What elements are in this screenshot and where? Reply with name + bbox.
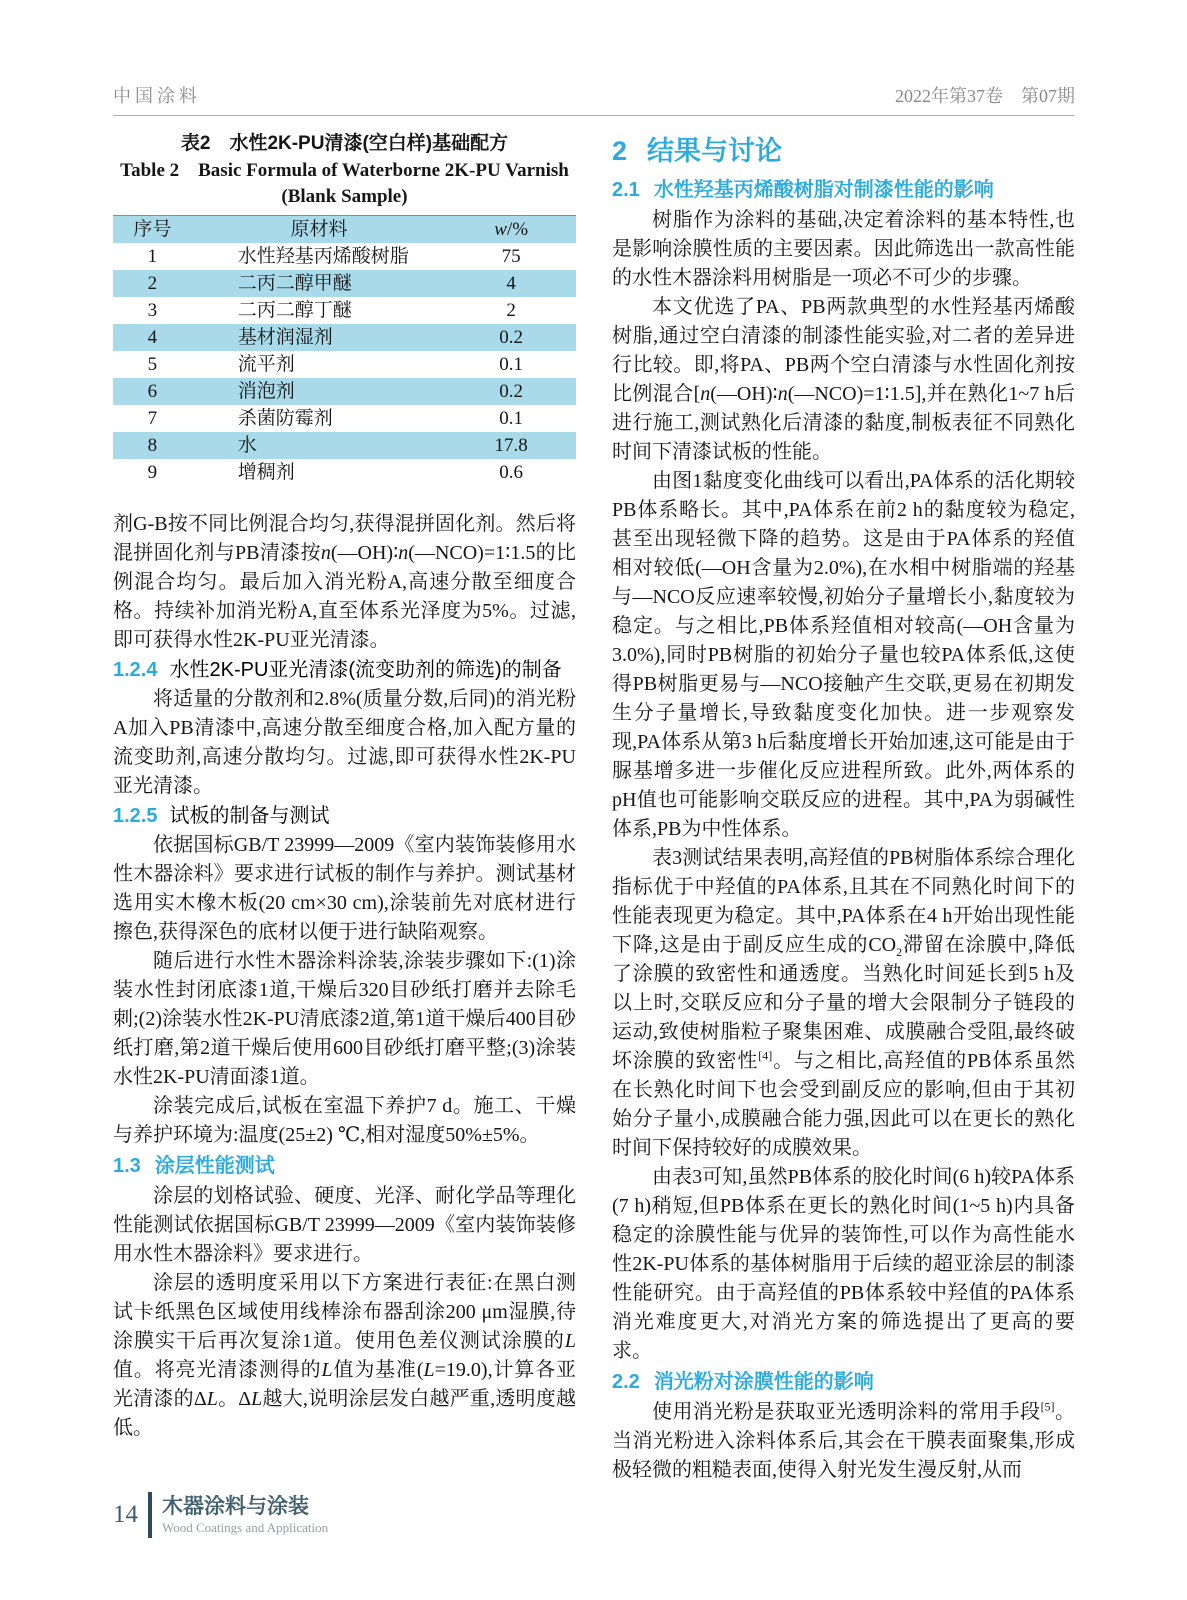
table-caption-en-2: (Blank Sample) xyxy=(281,186,408,207)
heading-text: 水性2K-PU亚光清漆(流变助剂的筛选)的制备 xyxy=(169,659,562,681)
table-row: 3 二丙二醇丁醚 2 xyxy=(147,300,516,321)
paragraph: 涂层的划格试验、硬度、光泽、耐化学品等理化性能测试依据国标GB/T 23999—2009《室内装饰装修用水性木器涂料》要求进行。 xyxy=(113,1185,576,1265)
left-column xyxy=(113,130,576,1485)
heading-number: 1.2.4 xyxy=(113,659,158,681)
table-row: 5 流平剂 0.1 xyxy=(147,354,524,375)
heading-section-2 xyxy=(612,130,1075,172)
footer-section-cn: 木器涂料与涂装 xyxy=(162,1495,309,1518)
journal-title: 中国涂料 xyxy=(113,86,201,106)
page-header xyxy=(113,0,1075,116)
heading-1-2-5 xyxy=(113,801,576,831)
heading-text: 涂层性能测试 xyxy=(154,1155,275,1177)
table-caption-cn: 表2 水性2K-PU清漆(空白样)基础配方 xyxy=(180,133,509,154)
paragraph: 依据国标GB/T 23999—2009《室内装饰装修用水性木器涂料》要求进行试板的制作与养护。测试基材选用实木橡木板(20 cm×30 cm),涂装前先对底材进行擦色,获得深色的底材以便于进行缺陷观察。 xyxy=(113,834,576,943)
table-row: 2 二丙二醇甲醚 4 xyxy=(113,270,576,297)
paragraph: 表3测试结果表明,高羟值的PB树脂体系综合理化指标优于中羟值的PA体系,且其在不同熟化时间下的性能表现更为稳定。其中,PA体系在4 h开始出现性能下降,这是由于副反应生成的$CO_2$滞留在涂膜中,降低了涂膜的致密性和通透度。当熟化时间延长到5 h及以上时,交联反应和分子量的增大会限制分子链段的运动,致使树脂粒子聚集困难、成膜融合受阻,最终破坏涂膜的致密性[4]。与之相比,高羟值的PB体系虽然在长熟化时间下也会受到副反应的影响,但由于其初始分子量小,成膜融合能力强,因此可以在更长的熟化时间下保持较好的成膜效果。 xyxy=(612,847,1075,1159)
footer-section xyxy=(162,1494,328,1536)
paragraph: 涂层的透明度采用以下方案进行表征:在黑白测试卡纸黑色区域使用线棒涂布器刮涂200 μm湿膜,待涂膜实干后再次复涂1道。使用色差仪测试涂膜的L值。将亮光清漆测得的L值为基准(L=19.0),计算各亚光清漆的ΔL。ΔL越大,说明涂层发白越严重,透明度越低。 xyxy=(113,1272,576,1439)
paragraph: 由图1黏度变化曲线可以看出,PA体系的活化期较PB体系略长。其中,PA体系在前2 h的黏度较为稳定,甚至出现轻微下降的趋势。这是由于PA体系的羟值相对较低(—OH含量为2.0%),在水相中树脂端的羟基与—NCO反应速率较慢,初始分子量增长小,黏度较为稳定。与之相比,PB体系羟值相对较高(—OH含量为3.0%),同时PB树脂的初始分子量也较PA体系低,这使得PB树脂更易与—NCO接触产生交联,更易在初期发生分子量增长,导致黏度变化加快。进一步观察发现,PA体系从第3 h后黏度增长开始加速,这可能是由于脲基增多进一步催化反应进程所致。此外,两体系的pH值也可能影响交联反应的进程。其中,PA为弱碱性体系,PB为中性体系。 xyxy=(612,470,1075,840)
col-header-weight: w/% xyxy=(494,219,529,240)
heading-1-3 xyxy=(113,1150,576,1182)
formula-table xyxy=(113,215,576,486)
paragraph: 使用消光粉是获取亚光透明涂料的常用手段[5]。当消光粉进入涂料体系后,其会在干膜表面聚集,形成极轻微的粗糙表面,使得入射光发生漫反射,从而 xyxy=(612,1399,1076,1481)
heading-2-2 xyxy=(612,1366,1075,1398)
col-header-seq: 序号 xyxy=(133,219,172,240)
table-row: 4 基材润湿剂 0.2 xyxy=(113,324,576,351)
table-row: 9 增稠剂 0.6 xyxy=(147,462,524,483)
paragraph: 树脂作为涂料的基础,决定着涂料的基本特性,也是影响涂膜性质的主要因素。因此筛选出一款高性能的水性木器涂料用树脂是一项必不可少的步骤。 xyxy=(612,209,1075,289)
paragraph: 将适量的分散剂和2.8%(质量分数,后同)的消光粉A加入PB清漆中,高速分散至细度合格,加入配方量的流变助剂,高速分散均匀。过滤,即可获得水性2K-PU亚光清漆。 xyxy=(113,688,576,797)
heading-2-1 xyxy=(612,174,1075,206)
heading-number: 1.3 xyxy=(113,1155,141,1177)
heading-number: 2.1 xyxy=(612,179,640,201)
issue-info: 2022年第37卷 第07期 xyxy=(895,86,1075,106)
table-row: 8 水 17.8 xyxy=(113,432,576,459)
heading-1-2-4 xyxy=(113,655,576,685)
paragraph: 由表3可知,虽然PB体系的胶化时间(6 h)较PA体系(7 h)稍短,但PB体系在更长的熟化时间(1~5 h)内具备稳定的涂膜性能与优异的装饰性,可以作为高性能水性2K-PU体系的基体树脂用于后续的超亚涂层的制漆性能研究。由于高羟值的PB体系较中羟值的PA体系消光难度更大,对消光方案的筛选提出了更高的要求。 xyxy=(612,1166,1075,1362)
heading-number: 2 xyxy=(612,136,628,166)
table-header-row xyxy=(113,216,576,244)
right-column xyxy=(612,130,1075,1485)
heading-number: 2.2 xyxy=(612,1371,640,1393)
heading-text: 水性羟基丙烯酸树脂对制漆性能的影响 xyxy=(653,179,994,201)
heading-text: 结果与讨论 xyxy=(647,136,783,166)
paragraph-continued: 剂G-B按不同比例混合均匀,获得混拼固化剂。然后将混拼固化剂与PB清漆按n(—OH)∶n(—NCO)=1∶1.5的比例混合均匀。最后加入消光粉A,高速分散至细度合格。持续补加消光粉A,直至体系光泽度为5%。过滤,即可获得水性2K-PU亚光清漆。 xyxy=(113,513,577,651)
table-row: 6 消泡剂 0.2 xyxy=(113,378,576,405)
footer-divider xyxy=(148,1492,152,1538)
page-number: 14 xyxy=(113,1501,138,1528)
table-caption-en: Table 2 Basic Formula of Waterborne 2K-PU Varnish xyxy=(120,160,569,181)
paragraph: 随后进行水性木器涂料涂装,涂装步骤如下:(1)涂装水性封闭底漆1道,干燥后320目砂纸打磨并去除毛刺;(2)涂装水性2K-PU清底漆2道,第1道干燥后400目砂纸打磨,第2道干燥后使用600目砂纸打磨平整;(3)涂装水性2K-PU清面漆1道。 xyxy=(113,950,576,1088)
heading-text: 试板的制备与测试 xyxy=(169,805,330,827)
table-row: 1 水性羟基丙烯酸树脂 75 xyxy=(147,246,521,267)
col-header-material: 原材料 xyxy=(290,219,348,240)
paragraph: 涂装完成后,试板在室温下养护7 d。施工、干燥与养护环境为:温度(25±2) ℃,相对湿度50%±5%。 xyxy=(113,1095,576,1146)
two-column-body xyxy=(113,130,1075,1485)
heading-text: 消光粉对涂膜性能的影响 xyxy=(653,1371,874,1393)
footer-section-en: Wood Coatings and Application xyxy=(162,1520,329,1535)
page-footer xyxy=(113,1492,328,1538)
heading-number: 1.2.5 xyxy=(113,805,158,827)
table-row: 7 杀菌防霉剂 0.1 xyxy=(147,408,524,429)
paragraph: 本文优选了PA、PB两款典型的水性羟基丙烯酸树脂,通过空白清漆的制漆性能实验,对二者的差异进行比较。即,将PA、PB两个空白清漆与水性固化剂按比例混合[n(—OH)∶n(—NCO)=1∶1.5],并在熟化1~7 h后进行施工,测试熟化后清漆的黏度,制板表征不同熟化时间下清漆试板的性能。 xyxy=(612,296,1075,463)
